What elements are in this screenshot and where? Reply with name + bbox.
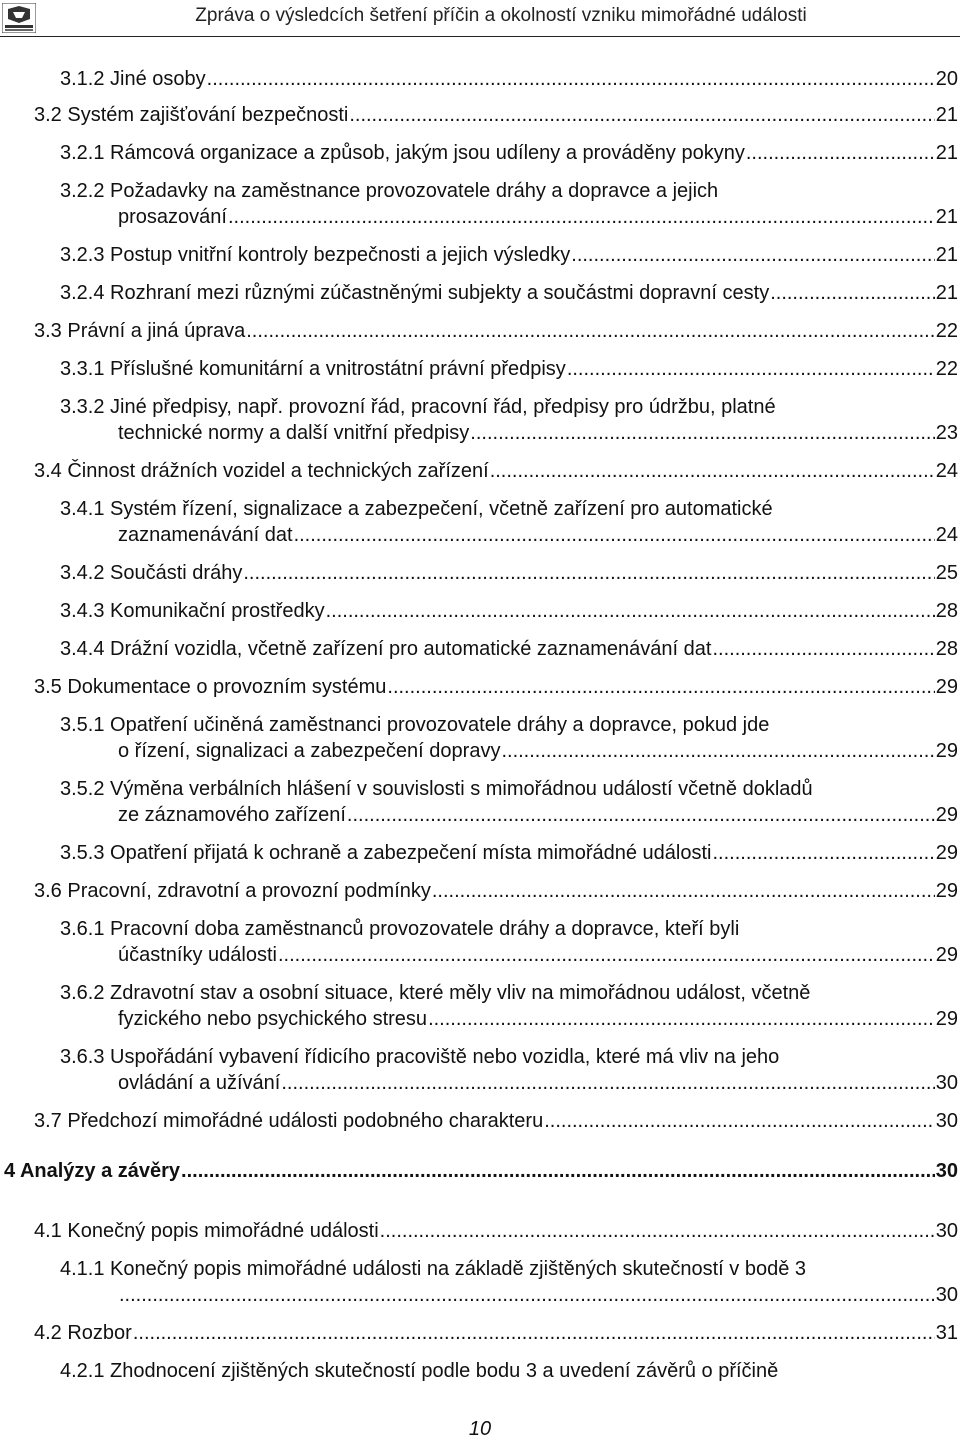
- toc-page-number: 23: [935, 422, 958, 444]
- toc-leader-dots: [347, 802, 935, 828]
- toc-entry-3-1-2[interactable]: [60, 66, 958, 92]
- toc-entry-3-2-2[interactable]: [60, 178, 958, 230]
- toc-leader-dots: [567, 356, 935, 382]
- toc-leader-dots: [712, 840, 934, 866]
- toc-entry-3-6-1[interactable]: [60, 916, 958, 968]
- toc-page-number: 29: [935, 804, 958, 826]
- toc-entry-label: 3.5.3 Opatření přijatá k ochraně a zabezpečení místa mimořádné události: [60, 842, 712, 864]
- toc-entry-label-line1: 3.6.2 Zdravotní stav a osobní situace, které měly vliv na mimořádnou událost, včetně: [60, 982, 811, 1004]
- toc-entry-label: 4.1 Konečný popis mimořádné události: [34, 1220, 379, 1242]
- toc-entry-label: o řízení, signalizaci a zabezpečení dopravy: [118, 740, 501, 762]
- toc-page-number: 21: [935, 104, 958, 126]
- toc-entry-3-4[interactable]: [34, 458, 958, 484]
- toc-entry-label: 3.4.2 Součásti dráhy: [60, 562, 243, 584]
- toc-leader-dots: [746, 140, 935, 166]
- toc-entry-3-2-3[interactable]: [60, 242, 958, 268]
- toc-page-number: 21: [935, 142, 958, 164]
- toc-entry-label: 3.4.3 Komunikační prostředky: [60, 600, 325, 622]
- toc-entry-3-4-4[interactable]: [60, 636, 958, 662]
- toc-entry-label: 3.3.1 Příslušné komunitární a vnitrostátní právní předpisy: [60, 358, 566, 380]
- toc-entry-label-line1: 4.1.1 Konečný popis mimořádné události na základě zjištěných skutečností v bodě 3: [60, 1258, 806, 1280]
- toc-entry-label-line1: 3.6.3 Uspořádání vybavení řídicího pracoviště nebo vozidla, které má vliv na jeho: [60, 1046, 780, 1068]
- toc-leader-dots: [571, 242, 934, 268]
- page-number: 10: [468, 1418, 492, 1440]
- toc-entry-label-line1: 4.2.1 Zhodnocení zjištěných skutečností podle bodu 3 a uvedení závěrů o příčině: [60, 1360, 779, 1382]
- toc-entry-label: technické normy a další vnitřní předpisy: [118, 422, 470, 444]
- toc-entry-3-2-1[interactable]: [60, 140, 958, 166]
- toc-leader-dots: [349, 102, 934, 128]
- toc-page-number: 29: [935, 740, 958, 762]
- toc-page-number: 28: [935, 638, 958, 660]
- page-header: [0, 0, 960, 37]
- toc-entry-label: 3.1.2 Jiné osoby: [60, 68, 206, 90]
- toc-leader-dots: [181, 1158, 935, 1184]
- toc-page-number: 30: [935, 1072, 958, 1094]
- toc-entry-label: 3.2 Systém zajišťování bezpečnosti: [34, 104, 349, 126]
- toc-entry-label: 3.3 Právní a jiná úprava: [34, 320, 246, 342]
- toc-entry-3-2[interactable]: [34, 102, 958, 128]
- toc-entry-label: 4.2 Rozbor: [34, 1322, 132, 1344]
- toc-entry-3-3-2[interactable]: [60, 394, 958, 446]
- toc-entry-label: 3.4 Činnost drážních vozidel a technických zařízení: [34, 460, 489, 482]
- toc-entry-label: 3.6 Pracovní, zdravotní a provozní podmínky: [34, 880, 431, 902]
- toc-entry-3-5-2[interactable]: [60, 776, 958, 828]
- toc-entry-label: 3.5 Dokumentace o provozním systému: [34, 676, 387, 698]
- toc-leader-dots: [490, 458, 935, 484]
- toc-entry-3-6-3[interactable]: [60, 1044, 958, 1096]
- toc-leader-dots: [387, 674, 934, 700]
- toc-leader-dots: [207, 66, 935, 92]
- toc-page-number: 30: [935, 1220, 958, 1242]
- toc-entry-4[interactable]: [4, 1158, 958, 1184]
- toc-page-number: 28: [935, 600, 958, 622]
- toc-leader-dots: [246, 318, 935, 344]
- toc-entry-label: prosazování: [118, 206, 227, 228]
- toc-leader-dots: [770, 280, 935, 306]
- toc-page-number: 25: [935, 562, 958, 584]
- toc-entry-label: fyzického nebo psychického stresu: [118, 1008, 428, 1030]
- toc-entry-label-line1: 3.6.1 Pracovní doba zaměstnanců provozovatele dráhy a dopravce, kteří byli: [60, 918, 740, 940]
- toc-page-number: 30: [935, 1110, 958, 1132]
- toc-page-number: 29: [935, 1008, 958, 1030]
- toc-entry-label-line1: 3.5.2 Výměna verbálních hlášení v souvislosti s mimořádnou událostí včetně dokladů: [60, 778, 813, 800]
- toc-entry-label-line1: 3.3.2 Jiné předpisy, např. provozní řád, pracovní řád, předpisy pro údržbu, platné: [60, 396, 776, 418]
- toc-leader-dots: [278, 942, 935, 968]
- toc-entry-label: 3.2.4 Rozhraní mezi různými zúčastněnými subjekty a součástmi dopravní cesty: [60, 282, 770, 304]
- toc-entry-4-1[interactable]: [34, 1218, 958, 1244]
- drazni-inspekce-logo-icon: [2, 3, 36, 33]
- toc-entry-label: 4 Analýzy a závěry: [4, 1160, 181, 1182]
- toc-entry-label: ovládání a užívání: [118, 1072, 281, 1094]
- toc-entry-label: účastníky události: [118, 944, 277, 966]
- toc-leader-dots: [243, 560, 934, 586]
- toc-entry-3-2-4[interactable]: [60, 280, 958, 306]
- toc-leader-dots: [432, 878, 935, 904]
- toc-entry-label-line1: 3.4.1 Systém řízení, signalizace a zabezpečení, včetně zařízení pro automatické: [60, 498, 773, 520]
- toc-entry-3-3-1[interactable]: [60, 356, 958, 382]
- toc-entry-3-6[interactable]: [34, 878, 958, 904]
- toc-page-number: 21: [935, 282, 958, 304]
- toc-entry-3-3[interactable]: [34, 318, 958, 344]
- toc-leader-dots: [544, 1108, 935, 1134]
- toc-leader-dots: [281, 1070, 934, 1096]
- toc-page-number: 21: [935, 244, 958, 266]
- toc-page-number: 24: [935, 524, 958, 546]
- toc-page-number: 29: [935, 944, 958, 966]
- toc-leader-dots: [119, 1282, 935, 1308]
- toc-leader-dots: [712, 636, 934, 662]
- toc-leader-dots: [470, 420, 934, 446]
- toc-entry-label: ze záznamového zařízení: [118, 804, 346, 826]
- toc-page-number: 20: [935, 68, 958, 90]
- toc-entry-3-6-2[interactable]: [60, 980, 958, 1032]
- toc-page-number: 29: [935, 676, 958, 698]
- toc-page-number: 30: [935, 1284, 958, 1306]
- toc-leader-dots: [428, 1006, 935, 1032]
- toc-entry-label: 3.2.3 Postup vnitřní kontroly bezpečnosti a jejich výsledky: [60, 244, 571, 266]
- toc-leader-dots: [228, 204, 935, 230]
- toc-entry-label: 3.7 Předchozí mimořádné události podobného charakteru: [34, 1110, 544, 1132]
- toc-entry-4-1-1[interactable]: [60, 1256, 958, 1308]
- toc-entry-3-5-1[interactable]: [60, 712, 958, 764]
- toc-entry-3-5[interactable]: [34, 674, 958, 700]
- toc-leader-dots: [294, 522, 935, 548]
- toc-entry-label: zaznamenávání dat: [118, 524, 293, 546]
- toc-entry-label: 3.2.1 Rámcová organizace a způsob, jakým jsou udíleny a prováděny pokyny: [60, 142, 745, 164]
- toc-leader-dots: [380, 1218, 935, 1244]
- toc-page-number: 22: [935, 358, 958, 380]
- toc-entry-3-4-1[interactable]: [60, 496, 958, 548]
- toc-entry-label-line1: 3.2.2 Požadavky na zaměstnance provozovatele dráhy a dopravce a jejich: [60, 180, 719, 202]
- toc-page-number: 29: [935, 880, 958, 902]
- toc-page-number: 31: [935, 1322, 958, 1344]
- toc-page-number: 29: [935, 842, 958, 864]
- toc-leader-dots: [501, 738, 934, 764]
- toc-entry-3-4-3[interactable]: [60, 598, 958, 624]
- toc-entry-3-4-2[interactable]: [60, 560, 958, 586]
- toc-page-number: 22: [935, 320, 958, 342]
- toc-page-number: 21: [935, 206, 958, 228]
- toc-page-number: 30: [935, 1160, 958, 1182]
- toc-entry-4-2-1[interactable]: [60, 1358, 958, 1384]
- toc-entry-3-5-3[interactable]: [60, 840, 958, 866]
- toc-entry-label-line1: 3.5.1 Opatření učiněná zaměstnanci provozovatele dráhy a dopravce, pokud jde: [60, 714, 770, 736]
- toc-page-number: 24: [935, 460, 958, 482]
- document-title: Zpráva o výsledcích šetření příčin a okolností vzniku mimořádné události: [195, 5, 807, 26]
- toc-leader-dots: [133, 1320, 935, 1346]
- toc-entry-3-7[interactable]: [34, 1108, 958, 1134]
- toc-leader-dots: [326, 598, 935, 624]
- toc-entry-4-2[interactable]: [34, 1320, 958, 1346]
- toc-entry-label: 3.4.4 Drážní vozidla, včetně zařízení pro automatické zaznamenávání dat: [60, 638, 712, 660]
